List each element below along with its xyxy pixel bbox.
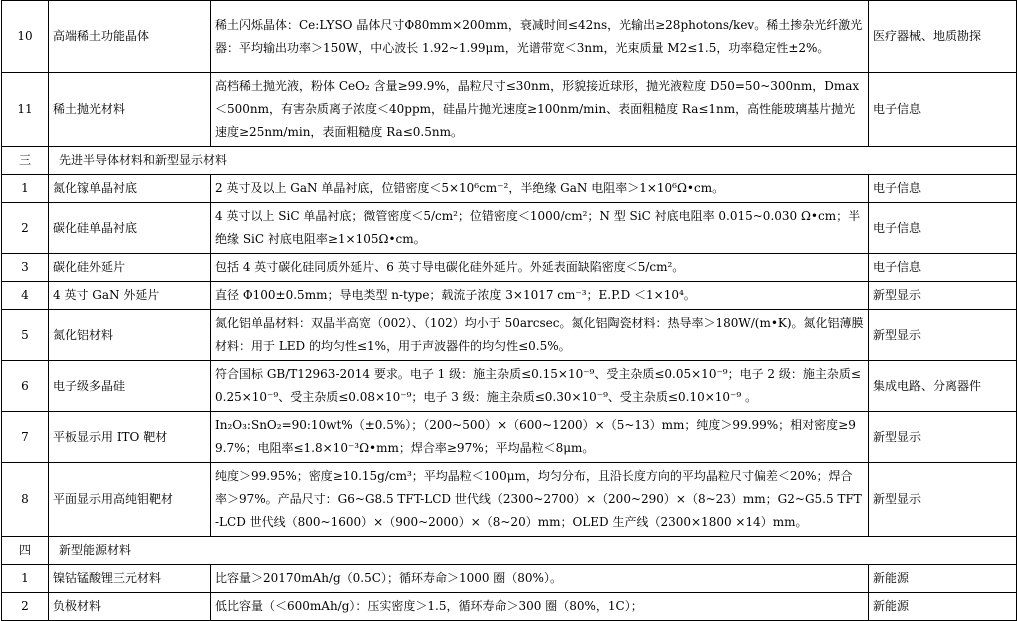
row-number: 3 [2,254,49,282]
application-field: 新能源 [869,593,1017,621]
material-spec: 氮化铝单晶材料：双晶半高宽（002）、（102）均小于 50arcsec。氮化铝陶瓷材料：热导率＞180W/(m•K)。氮化铝薄膜材料：用于 LED 的均匀性≤1%，用于声波器件的均匀性≤0.5%。 [211,310,869,361]
materials-table-body [2,1,1017,621]
application-field: 电子信息 [869,254,1017,282]
material-name: 平板显示用 ITO 靶材 [49,412,211,463]
application-field: 新型显示 [869,463,1017,537]
material-name: 氮化铝材料 [49,310,211,361]
material-name: 稀土抛光材料 [49,73,211,147]
row-number: 1 [2,175,49,203]
row-number: 6 [2,361,49,412]
section-header-row [2,147,1017,175]
material-name: 碳化硅单晶衬底 [49,203,211,254]
material-name: 高端稀土功能晶体 [49,1,211,73]
material-spec: 低比容量（＜600mAh/g）：压实密度＞1.5，循环寿命＞300 圈（80%，1C）； [211,593,869,621]
material-spec: 高档稀土抛光液，粉体 CeO₂ 含量≥99.9%，晶粒尺寸≤30nm，形貌接近球形，抛光液粒度 D50=50~300nm，Dmax＜500nm，有害杂质离子浓度＜40ppm，硅晶片抛光速度≥100nm/min、表面粗糙度 Ra≤1nm，高性能玻璃基片抛光速度≥25nm/min，表面粗糙度 Ra≤0.5nm。 [211,73,869,147]
application-field: 医疗器械、地质勘探 [869,1,1017,73]
material-spec: 包括 4 英寸碳化硅同质外延片、6 英寸导电碳化硅外延片。外延表面缺陷密度＜5/cm²。 [211,254,869,282]
table-row [2,73,1017,147]
material-name: 镍钴锰酸锂三元材料 [49,565,211,593]
application-field: 电子信息 [869,203,1017,254]
material-spec: 直径 Φ100±0.5mm；导电类型 n-type；载流子浓度 3×1017 cm⁻³；E.P.D ＜1×10⁴。 [211,282,869,310]
row-number: 11 [2,73,49,147]
material-name: 电子级多晶硅 [49,361,211,412]
table-row [2,175,1017,203]
row-number: 10 [2,1,49,73]
table-row [2,310,1017,361]
material-spec: 符合国标 GB/T12963-2014 要求。电子 1 级：施主杂质≤0.15×10⁻⁹、受主杂质≤0.05×10⁻⁹；电子 2 级：施主杂质≤0.25×10⁻⁹、受主杂质≤0.08×10⁻⁹；电子 3 级：施主杂质≤0.30×10⁻⁹、受主杂质≤0.10×10⁻⁹ 。 [211,361,869,412]
material-name: 负极材料 [49,593,211,621]
row-number: 2 [2,203,49,254]
material-spec: 4 英寸以上 SiC 单晶衬底；微管密度＜5/cm²；位错密度＜1000/cm²；N 型 SiC 衬底电阻率 0.015~0.030 Ω•cm；半绝缘 SiC 衬底电阻率≥1×105Ω•cm。 [211,203,869,254]
row-number: 8 [2,463,49,537]
table-row [2,412,1017,463]
row-number: 4 [2,282,49,310]
table-row [2,1,1017,73]
material-spec: 纯度＞99.95%；密度≥10.15g/cm³；平均晶粒＜100μm，均匀分布，且沿长度方向的平均晶粒尺寸偏差＜20%；焊合率＞97%。产品尺寸：G6~G8.5 TFT-LCD 世代线（2300~2700）×（200~290）×（8~23）mm；G2~G5.5 TFT-LCD 世代线（800~1600）×（900~2000）×（8~20）mm；OLED 生产线（2300×1800 ×14）mm。 [211,463,869,537]
table-row [2,463,1017,537]
table-row [2,565,1017,593]
material-spec: 2 英寸及以上 GaN 单晶衬底，位错密度＜5×10⁶cm⁻²，半绝缘 GaN 电阻率＞1×10⁶Ω•cm。 [211,175,869,203]
application-field: 新能源 [869,565,1017,593]
row-number: 2 [2,593,49,621]
application-field: 新型显示 [869,310,1017,361]
material-name: 平面显示用高纯钼靶材 [49,463,211,537]
application-field: 集成电路、分离器件 [869,361,1017,412]
material-name: 4 英寸 GaN 外延片 [49,282,211,310]
material-name: 氮化镓单晶衬底 [49,175,211,203]
table-row [2,203,1017,254]
table-row [2,254,1017,282]
section-title: 先进半导体材料和新型显示材料 [49,147,1017,175]
application-field: 电子信息 [869,73,1017,147]
table-row [2,361,1017,412]
material-name: 碳化硅外延片 [49,254,211,282]
row-number: 1 [2,565,49,593]
materials-table [1,0,1017,621]
application-field: 电子信息 [869,175,1017,203]
row-number: 7 [2,412,49,463]
section-number: 四 [2,537,49,565]
section-header-row [2,537,1017,565]
section-title: 新型能源材料 [49,537,1017,565]
table-row [2,282,1017,310]
material-spec: 稀土闪烁晶体：Ce:LYSO 晶体尺寸Φ80mm×200mm，衰减时间≤42ns，光输出≥28photons/kev。稀土掺杂光纤激光器：平均输出功率＞150W，中心波长 1.92~1.99μm，光谱带宽＜3nm，光束质量 M2≤1.5，功率稳定性±2%。 [211,1,869,73]
table-row [2,593,1017,621]
material-spec: In₂O₃:SnO₂=90:10wt%（±0.5%）；（200~500）×（600~1200）×（5~13）mm；纯度＞99.99%；相对密度≥99.7%；电阻率≤1.8×10⁻³Ω•mm；焊合率≥97%；平均晶粒＜8μm。 [211,412,869,463]
application-field: 新型显示 [869,412,1017,463]
section-number: 三 [2,147,49,175]
row-number: 5 [2,310,49,361]
material-spec: 比容量＞20170mAh/g（0.5C）；循环寿命＞1000 圈（80%）。 [211,565,869,593]
application-field: 新型显示 [869,282,1017,310]
